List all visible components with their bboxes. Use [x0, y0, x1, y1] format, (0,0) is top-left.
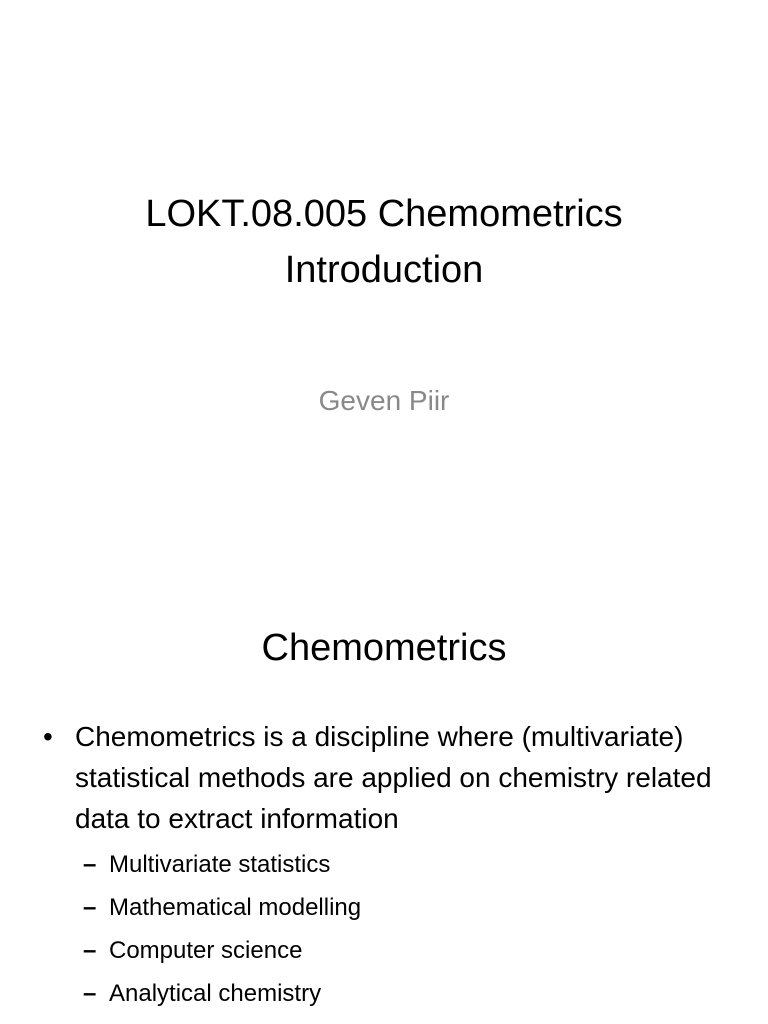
- sub-bullet-text: Mathematical modelling: [109, 894, 362, 921]
- bullet-list: [38, 716, 738, 1015]
- content-slide: [0, 576, 768, 1024]
- dash-icon: –: [83, 851, 97, 878]
- sub-bullet-text: Computer science: [109, 937, 303, 964]
- title-line-1: LOKT.08.005 Chemometrics: [145, 193, 623, 235]
- author-name: Geven Piir: [318, 385, 450, 416]
- sub-bullet-text: Analytical chemistry: [109, 980, 322, 1007]
- sub-bullet-item: [75, 972, 738, 1015]
- bullet-icon: •: [43, 721, 53, 752]
- sub-bullet-text: Multivariate statistics: [109, 851, 331, 878]
- dash-icon: –: [83, 894, 97, 921]
- sub-bullet-item: [75, 843, 738, 886]
- sub-bullet-item: [75, 929, 738, 972]
- dash-icon: –: [83, 937, 97, 964]
- sub-bullet-list: [75, 843, 738, 1015]
- bullet-text: Chemometrics is a discipline where (multivariate) statistical methods are applied on chemistry related data to extract information: [75, 721, 712, 834]
- content-slide-title: Chemometrics: [261, 627, 507, 669]
- title-line-2: Introduction: [284, 249, 484, 291]
- slide-title: [0, 186, 768, 298]
- bullet-item: [38, 716, 738, 1015]
- dash-icon: –: [83, 980, 97, 1007]
- sub-bullet-item: [75, 886, 738, 929]
